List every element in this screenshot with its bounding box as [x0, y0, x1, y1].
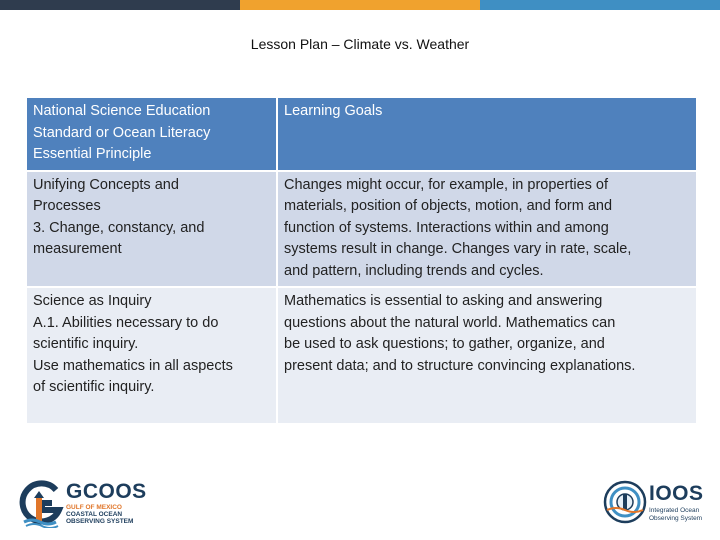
page-title: Lesson Plan – Climate vs. Weather — [250, 36, 470, 52]
gcoos-subtitle-2: COASTAL OCEAN — [66, 511, 123, 518]
lesson-plan-table — [25, 96, 698, 425]
table-row — [26, 287, 697, 424]
gcoos-logo — [18, 478, 148, 528]
table-row — [26, 171, 697, 288]
top-bar-segment-blue — [480, 0, 720, 10]
top-bar-segment-navy — [0, 0, 240, 10]
header-standard: National Science Education Standard or Ocean Literacy Essential Principle — [26, 97, 277, 171]
top-bar-segment-orange — [240, 0, 480, 10]
gcoos-name: GCOOS — [66, 480, 147, 503]
gcoos-g-lighthouse-icon — [18, 478, 64, 528]
table-header-row — [26, 97, 697, 171]
cell-standard: Science as Inquiry A.1. Abilities necessary to do scientific inquiry. Use mathematics in all aspects of scientific inquiry. — [26, 287, 277, 424]
gcoos-subtitle-3: OBSERVING SYSTEM — [66, 518, 134, 525]
header-learning-goals: Learning Goals — [277, 97, 697, 171]
gcoos-subtitle-1: GULF OF MEXICO — [66, 504, 122, 511]
ioos-logo — [603, 480, 713, 526]
cell-learning-goals: Changes might occur, for example, in properties of materials, position of objects, motion, and form and function of systems. Interactions within and among systems result in change. Changes vary in rate, scale, and pattern, including trends and cycles. — [277, 171, 697, 288]
cell-learning-goals: Mathematics is essential to asking and answering questions about the natural world. Mathematics can be used to ask questions; to gather, organize, and present data; and to structure convincing explanations. — [277, 287, 697, 424]
top-color-bar — [0, 0, 720, 10]
ioos-name: IOOS — [649, 482, 704, 505]
cell-standard: Unifying Concepts and Processes 3. Change, constancy, and measurement — [26, 171, 277, 288]
ioos-globe-icon — [603, 480, 647, 524]
ioos-subtitle-1: Integrated Ocean — [649, 507, 700, 514]
ioos-subtitle-2: Observing System — [649, 515, 703, 522]
